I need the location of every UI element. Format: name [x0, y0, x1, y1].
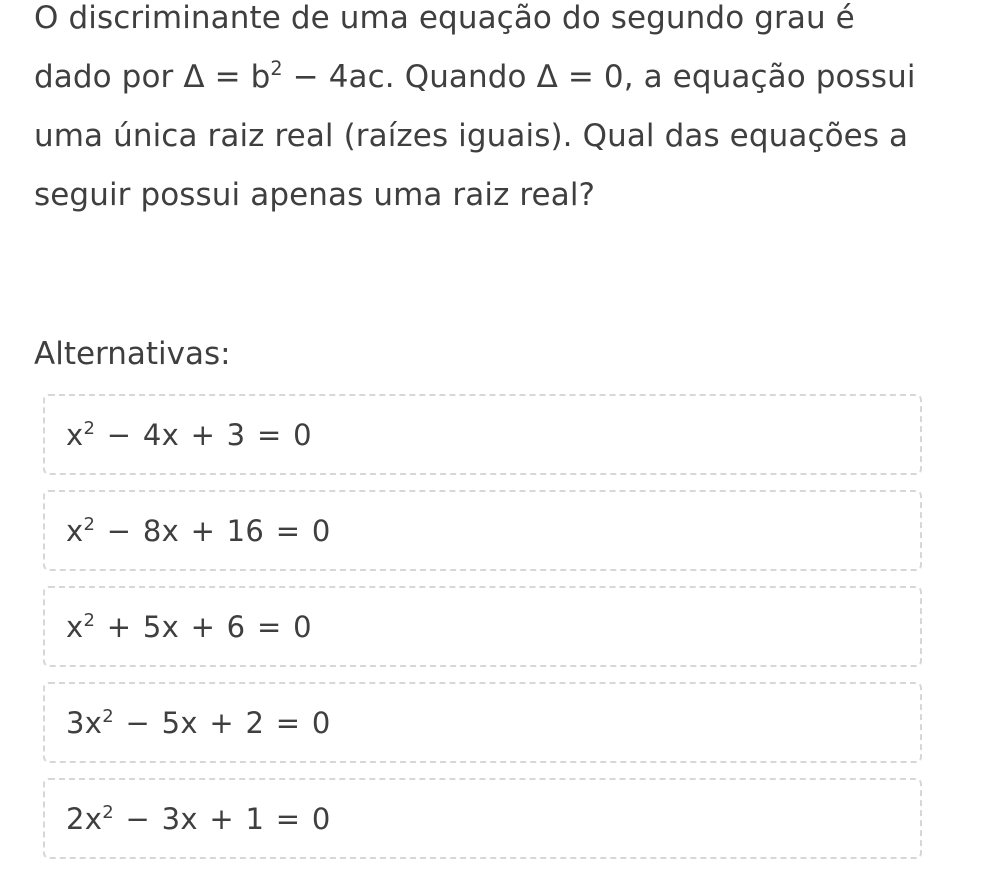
- alternatives-label: Alternativas:: [34, 336, 231, 372]
- options-list: [43, 394, 922, 859]
- question-intro: O discriminante de uma equação do segundo grau é dado por: [34, 0, 855, 95]
- option-a-equation: $x^2 - 4x + 3 = 0$: [66, 417, 312, 452]
- option-e-equation: $2x^2 - 3x + 1 = 0$: [66, 801, 331, 836]
- delta-symbol-2: Δ: [536, 59, 558, 95]
- condition-text: = 0, a equação possui uma única raiz real (raízes iguais). Qual das equações a seguir possui apenas uma raiz real?: [34, 59, 916, 213]
- option-d-equation: $3x^2 - 5x + 2 = 0$: [66, 705, 331, 740]
- option-a[interactable]: [43, 394, 922, 475]
- option-d[interactable]: [43, 682, 922, 763]
- option-e[interactable]: [43, 778, 922, 859]
- question-text: [34, 0, 934, 225]
- option-c[interactable]: [43, 586, 922, 667]
- formula-exponent: 2: [270, 57, 283, 81]
- delta-symbol: Δ: [183, 59, 205, 95]
- option-b[interactable]: [43, 490, 922, 571]
- option-b-equation: $x^2 - 8x + 16 = 0$: [66, 513, 331, 548]
- option-c-equation: $x^2 + 5x + 6 = 0$: [66, 609, 312, 644]
- formula-rest: − 4ac. Quando: [282, 59, 537, 95]
- formula-equals: = b: [204, 59, 271, 95]
